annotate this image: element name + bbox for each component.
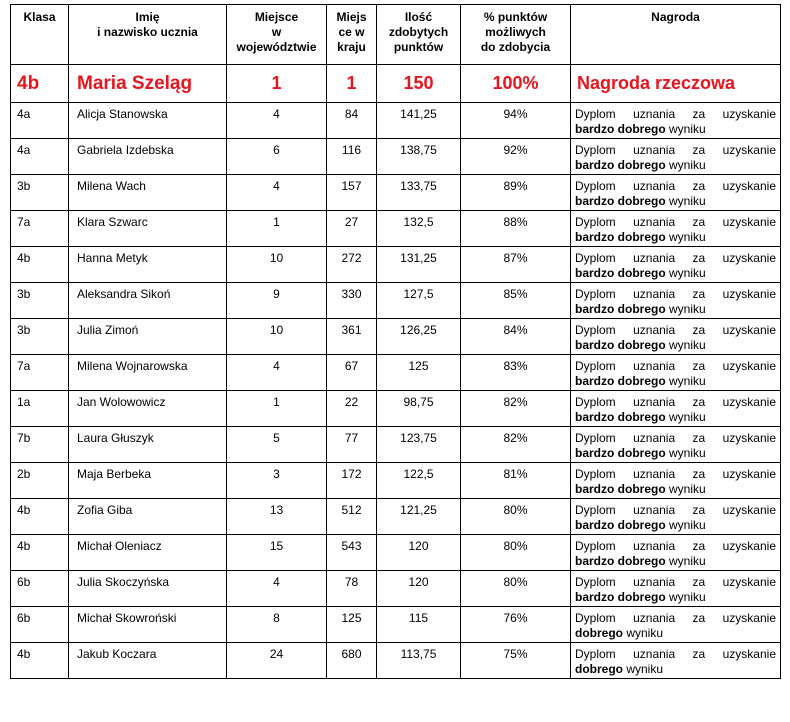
cell-percent: 83% — [461, 355, 571, 391]
cell-points: 115 — [377, 607, 461, 643]
cell-points: 125 — [377, 355, 461, 391]
prize-level: bardzo dobrego — [575, 446, 666, 460]
cell-name: Jakub Koczara — [69, 643, 227, 679]
prize-prefix: Dyplom uznania za uzyskanie — [575, 467, 776, 481]
cell-place-country: 361 — [327, 319, 377, 355]
cell-percent: 89% — [461, 175, 571, 211]
header-name: Imię i nazwisko ucznia — [69, 5, 227, 65]
header-points: Ilość zdobytych punktów — [377, 5, 461, 65]
cell-klasa: 1a — [11, 391, 69, 427]
table-row — [11, 535, 781, 571]
cell-prize — [571, 283, 781, 319]
cell-place-voivodeship: 4 — [227, 175, 327, 211]
prize-suffix: wyniku — [669, 230, 706, 244]
table-row — [11, 643, 781, 679]
prize-suffix: wyniku — [626, 626, 664, 640]
prize-level: bardzo dobrego — [575, 410, 666, 424]
cell-points: 141,25 — [377, 103, 461, 139]
cell-name: Laura Głuszyk — [69, 427, 227, 463]
winner-percent: 100% — [461, 65, 571, 103]
header-place-voivodeship: Miejsce w województwie — [227, 5, 327, 65]
cell-place-voivodeship: 5 — [227, 427, 327, 463]
cell-klasa: 4a — [11, 139, 69, 175]
cell-percent: 82% — [461, 427, 571, 463]
cell-place-country: 512 — [327, 499, 377, 535]
prize-prefix: Dyplom uznania za uzyskanie — [575, 107, 776, 121]
cell-percent: 94% — [461, 103, 571, 139]
cell-percent: 85% — [461, 283, 571, 319]
table-row — [11, 427, 781, 463]
prize-prefix: Dyplom uznania za uzyskanie — [575, 503, 776, 517]
cell-prize — [571, 607, 781, 643]
cell-place-voivodeship: 1 — [227, 391, 327, 427]
table-row — [11, 103, 781, 139]
cell-klasa: 2b — [11, 463, 69, 499]
winner-points: 150 — [377, 65, 461, 103]
winner-row — [11, 65, 781, 103]
prize-prefix: Dyplom uznania za uzyskanie — [575, 611, 776, 625]
cell-place-country: 77 — [327, 427, 377, 463]
cell-percent: 87% — [461, 247, 571, 283]
cell-place-country: 330 — [327, 283, 377, 319]
cell-place-voivodeship: 10 — [227, 247, 327, 283]
cell-place-country: 116 — [327, 139, 377, 175]
prize-suffix: wyniku — [669, 194, 706, 208]
table-row — [11, 355, 781, 391]
cell-place-country: 125 — [327, 607, 377, 643]
prize-level: bardzo dobrego — [575, 122, 666, 136]
cell-place-country: 27 — [327, 211, 377, 247]
cell-klasa: 4b — [11, 499, 69, 535]
cell-name: Michał Skowroński — [69, 607, 227, 643]
cell-klasa: 6b — [11, 571, 69, 607]
cell-place-country: 172 — [327, 463, 377, 499]
cell-place-voivodeship: 4 — [227, 571, 327, 607]
prize-prefix: Dyplom uznania za uzyskanie — [575, 251, 776, 265]
cell-prize — [571, 355, 781, 391]
cell-name: Milena Wach — [69, 175, 227, 211]
prize-level: bardzo dobrego — [575, 266, 666, 280]
prize-level: bardzo dobrego — [575, 158, 666, 172]
header-row — [11, 5, 781, 65]
cell-klasa: 7a — [11, 355, 69, 391]
prize-suffix: wyniku — [669, 518, 706, 532]
cell-place-country: 157 — [327, 175, 377, 211]
prize-prefix: Dyplom uznania za uzyskanie — [575, 647, 776, 661]
prize-level: bardzo dobrego — [575, 230, 666, 244]
cell-name: Jan Wolowowicz — [69, 391, 227, 427]
cell-place-country: 272 — [327, 247, 377, 283]
prize-level: bardzo dobrego — [575, 518, 666, 532]
prize-suffix: wyniku — [669, 266, 706, 280]
cell-prize — [571, 319, 781, 355]
prize-prefix: Dyplom uznania za uzyskanie — [575, 287, 776, 301]
cell-prize — [571, 211, 781, 247]
prize-suffix: wyniku — [669, 554, 706, 568]
prize-suffix: wyniku — [669, 446, 706, 460]
cell-points: 132,5 — [377, 211, 461, 247]
prize-level: dobrego — [575, 662, 623, 676]
cell-points: 98,75 — [377, 391, 461, 427]
prize-level: bardzo dobrego — [575, 374, 666, 388]
prize-level: bardzo dobrego — [575, 590, 666, 604]
table-row — [11, 499, 781, 535]
cell-klasa: 4b — [11, 535, 69, 571]
prize-prefix: Dyplom uznania za uzyskanie — [575, 179, 776, 193]
cell-klasa: 3b — [11, 319, 69, 355]
prize-level: bardzo dobrego — [575, 302, 666, 316]
cell-place-voivodeship: 4 — [227, 355, 327, 391]
cell-prize — [571, 391, 781, 427]
cell-points: 138,75 — [377, 139, 461, 175]
cell-points: 127,5 — [377, 283, 461, 319]
winner-name: Maria Szeląg — [69, 65, 227, 103]
prize-suffix: wyniku — [669, 374, 706, 388]
prize-prefix: Dyplom uznania za uzyskanie — [575, 359, 776, 373]
header-percent: % punktów możliwych do zdobycia — [461, 5, 571, 65]
cell-points: 113,75 — [377, 643, 461, 679]
cell-klasa: 3b — [11, 175, 69, 211]
cell-place-voivodeship: 15 — [227, 535, 327, 571]
cell-name: Gabriela Izdebska — [69, 139, 227, 175]
prize-suffix: wyniku — [669, 122, 706, 136]
cell-place-voivodeship: 4 — [227, 103, 327, 139]
table-row — [11, 319, 781, 355]
cell-place-voivodeship: 10 — [227, 319, 327, 355]
cell-prize — [571, 571, 781, 607]
winner-place-voivodeship: 1 — [227, 65, 327, 103]
cell-points: 133,75 — [377, 175, 461, 211]
results-table — [10, 4, 781, 679]
cell-klasa: 7b — [11, 427, 69, 463]
cell-percent: 75% — [461, 643, 571, 679]
cell-name: Hanna Metyk — [69, 247, 227, 283]
prize-suffix: wyniku — [669, 590, 706, 604]
cell-klasa: 3b — [11, 283, 69, 319]
prize-prefix: Dyplom uznania za uzyskanie — [575, 575, 776, 589]
prize-level: dobrego — [575, 626, 623, 640]
prize-level: bardzo dobrego — [575, 338, 666, 352]
cell-klasa: 4b — [11, 247, 69, 283]
prize-prefix: Dyplom uznania za uzyskanie — [575, 395, 776, 409]
cell-name: Maja Berbeka — [69, 463, 227, 499]
winner-place-country: 1 — [327, 65, 377, 103]
cell-name: Zofia Giba — [69, 499, 227, 535]
cell-percent: 80% — [461, 499, 571, 535]
cell-prize — [571, 247, 781, 283]
cell-prize — [571, 139, 781, 175]
prize-suffix: wyniku — [669, 410, 706, 424]
table-row — [11, 139, 781, 175]
cell-prize — [571, 463, 781, 499]
prize-prefix: Dyplom uznania za uzyskanie — [575, 323, 776, 337]
cell-place-country: 84 — [327, 103, 377, 139]
cell-name: Julia Zimoń — [69, 319, 227, 355]
prize-suffix: wyniku — [669, 302, 706, 316]
cell-prize — [571, 643, 781, 679]
cell-prize — [571, 499, 781, 535]
cell-name: Aleksandra Sikoń — [69, 283, 227, 319]
cell-percent: 81% — [461, 463, 571, 499]
cell-percent: 92% — [461, 139, 571, 175]
cell-points: 122,5 — [377, 463, 461, 499]
cell-klasa: 4a — [11, 103, 69, 139]
prize-level: bardzo dobrego — [575, 482, 666, 496]
prize-prefix: Dyplom uznania za uzyskanie — [575, 143, 776, 157]
cell-place-voivodeship: 9 — [227, 283, 327, 319]
cell-name: Alicja Stanowska — [69, 103, 227, 139]
winner-klasa: 4b — [11, 65, 69, 103]
table-row — [11, 211, 781, 247]
cell-place-country: 22 — [327, 391, 377, 427]
prize-prefix: Dyplom uznania za uzyskanie — [575, 431, 776, 445]
cell-percent: 84% — [461, 319, 571, 355]
prize-level: bardzo dobrego — [575, 194, 666, 208]
cell-prize — [571, 535, 781, 571]
cell-place-voivodeship: 6 — [227, 139, 327, 175]
prize-level: bardzo dobrego — [575, 554, 666, 568]
header-prize: Nagroda — [571, 5, 781, 65]
cell-prize — [571, 175, 781, 211]
table-row — [11, 607, 781, 643]
cell-klasa: 7a — [11, 211, 69, 247]
prize-suffix: wyniku — [669, 158, 706, 172]
cell-place-voivodeship: 1 — [227, 211, 327, 247]
cell-points: 120 — [377, 571, 461, 607]
prize-prefix: Dyplom uznania za uzyskanie — [575, 215, 776, 229]
cell-prize — [571, 427, 781, 463]
cell-place-country: 78 — [327, 571, 377, 607]
cell-percent: 80% — [461, 535, 571, 571]
table-row — [11, 283, 781, 319]
cell-place-voivodeship: 24 — [227, 643, 327, 679]
cell-place-country: 543 — [327, 535, 377, 571]
cell-place-voivodeship: 8 — [227, 607, 327, 643]
cell-place-voivodeship: 3 — [227, 463, 327, 499]
prize-suffix: wyniku — [626, 662, 664, 676]
cell-points: 123,75 — [377, 427, 461, 463]
prize-prefix: Dyplom uznania za uzyskanie — [575, 539, 776, 553]
prize-suffix: wyniku — [669, 338, 706, 352]
cell-place-country: 680 — [327, 643, 377, 679]
cell-name: Julia Skoczyńska — [69, 571, 227, 607]
cell-place-voivodeship: 13 — [227, 499, 327, 535]
cell-percent: 82% — [461, 391, 571, 427]
cell-points: 131,25 — [377, 247, 461, 283]
cell-klasa: 6b — [11, 607, 69, 643]
table-row — [11, 247, 781, 283]
table-row — [11, 175, 781, 211]
cell-percent: 76% — [461, 607, 571, 643]
cell-percent: 88% — [461, 211, 571, 247]
prize-suffix: wyniku — [669, 482, 706, 496]
winner-prize: Nagroda rzeczowa — [571, 65, 781, 103]
table-row — [11, 391, 781, 427]
cell-name: Milena Wojnarowska — [69, 355, 227, 391]
header-place-country: Miejs ce w kraju — [327, 5, 377, 65]
table-row — [11, 463, 781, 499]
cell-name: Michał Oleniacz — [69, 535, 227, 571]
cell-percent: 80% — [461, 571, 571, 607]
cell-points: 120 — [377, 535, 461, 571]
header-klasa: Klasa — [11, 5, 69, 65]
table-row — [11, 571, 781, 607]
cell-points: 126,25 — [377, 319, 461, 355]
cell-points: 121,25 — [377, 499, 461, 535]
cell-klasa: 4b — [11, 643, 69, 679]
cell-prize — [571, 103, 781, 139]
cell-name: Klara Szwarc — [69, 211, 227, 247]
cell-place-country: 67 — [327, 355, 377, 391]
